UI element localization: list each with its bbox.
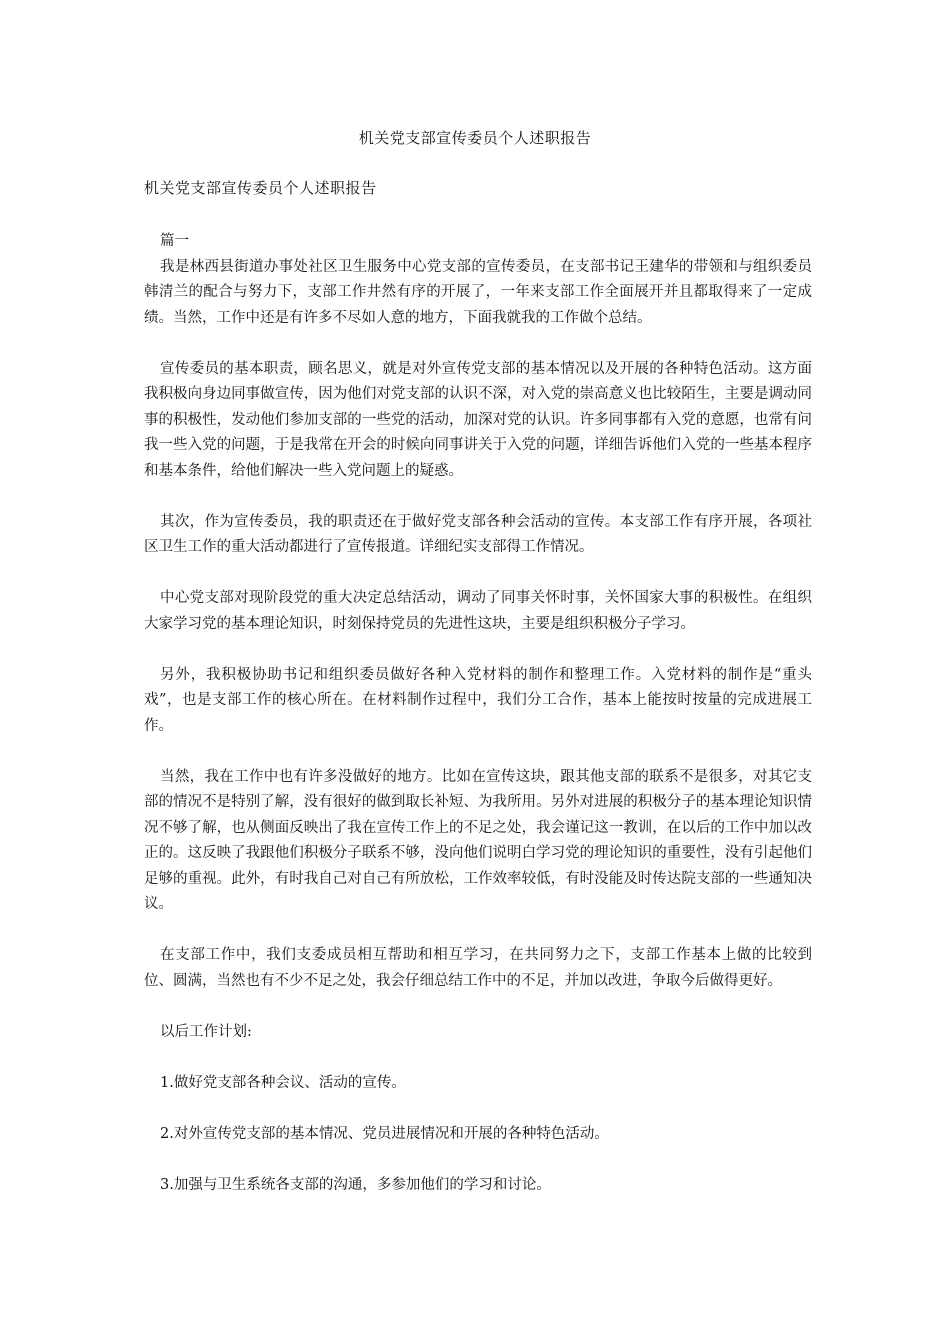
paragraph: 在支部工作中，我们支委成员相互帮助和相互学习，在共同努力之下，支部工作基本上做的比较到位、圆满，当然也有不少不足之处，我会仔细总结工作中的不足，并加以改进，争取今后做得更好。 [144, 947, 812, 989]
document-title: 机关党支部宣传委员个人述职报告 [358, 129, 592, 147]
paragraph: 当然，我在工作中也有许多没做好的地方。比如在宣传这块，跟其他支部的联系不是很多，对其它支部的情况不是特别了解，没有很好的做到取长补短、为我所用。另外对进展的积极分子的基本理论知识情况不够了解，也从侧面反映出了我在宣传工作上的不足之处，我会谨记这一教训，在以后的工作中加以改正的。这反映了我跟他们积极分子联系不够，没向他们说明白学习党的理论知识的重要性，没有引起他们足够的重视。此外，有时我自己对自己有所放松，工作效率较低，有时没能及时传达院支部的一些通知决议。 [144, 768, 812, 912]
paragraph: 我是林西县街道办事处社区卫生服务中心党支部的宣传委员，在支部书记王建华的带领和与组织委员韩清兰的配合与努力下，支部工作井然有序的开展了，一年来支部工作全面展开并且都取得来了一定成绩。当然，工作中还是有许多不尽如人意的地方，下面我就我的工作做个总结。 [144, 258, 812, 326]
plan-item: 3.加强与卫生系统各支部的沟通，多参加他们的学习和讨论。 [160, 1176, 551, 1193]
paragraph: 中心党支部对现阶段党的重大决定总结活动，调动了同事关怀时事，关怀国家大事的积极性。在组织大家学习党的基本理论知识，时刻保持党员的先进性这块，主要是组织积极分子学习。 [144, 590, 812, 632]
plan-item: 1.做好党支部各种会议、活动的宣传。 [160, 1074, 406, 1091]
paragraph: 另外，我积极协助书记和组织委员做好各种入党材料的制作和整理工作。入党材料的制作是“重头戏”，也是支部工作的核心所在。在材料制作过程中，我们分工合作，基本上能按时按量的完成进展工作。 [144, 666, 812, 734]
plan-heading: 以后工作计划: [160, 1023, 252, 1040]
plan-item: 2.对外宣传党支部的基本情况、党员进展情况和开展的各种特色活动。 [160, 1125, 609, 1142]
section-label: 篇一 [160, 233, 189, 249]
document-subtitle: 机关党支部宣传委员个人述职报告 [144, 179, 377, 197]
paragraph: 宣传委员的基本职责，顾名思义，就是对外宣传党支部的基本情况以及开展的各种特色活动。这方面我积极向身边同事做宣传，因为他们对党支部的认识不深，对入党的崇高意义也比较陌生，主要是调动同事的积极性，发动他们参加支部的一些党的活动，加深对党的认识。许多同事都有入党的意愿，也常有问我一些入党的问题，于是我常在开会的时候向同事讲关于入党的问题，详细告诉他们入党的一些基本程序和基本条件，给他们解决一些入党问题上的疑惑。 [144, 360, 812, 479]
paragraph: 其次，作为宣传委员，我的职责还在于做好党支部各种会活动的宣传。本支部工作有序开展，各项社区卫生工作的重大活动都进行了宣传报道。详细纪实支部得工作情况。 [144, 513, 812, 555]
document-body [144, 229, 812, 1224]
